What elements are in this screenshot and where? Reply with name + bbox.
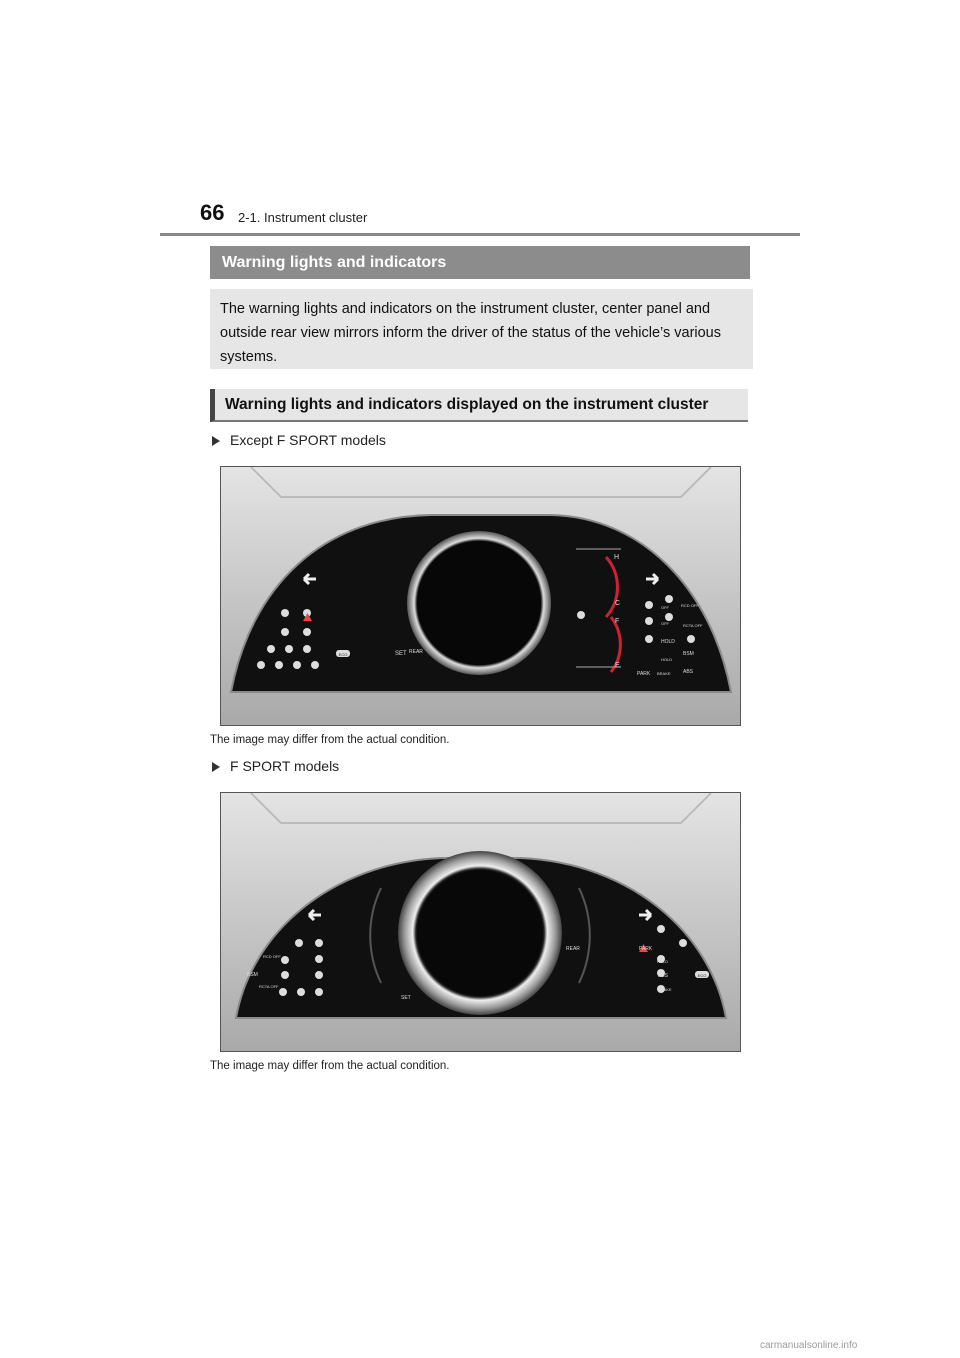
fig1-abs-text: ABS: [683, 669, 694, 675]
fig2-abs-text: ABS: [658, 973, 669, 979]
fig1-set-text: SET: [395, 651, 407, 657]
bullet-triangle-icon: [212, 762, 220, 772]
figure-2-label: [212, 758, 339, 774]
cluster-illustration-standard: [221, 467, 740, 725]
fig2-brake-text: BRAKE: [658, 987, 672, 992]
page-number: 66: [200, 200, 225, 225]
fig1-rear-text: REAR: [409, 649, 423, 655]
fig2-bsm-text: BSM: [247, 972, 258, 978]
fig1-h-text: H: [614, 554, 620, 561]
bullet-triangle-icon: [212, 436, 220, 446]
watermark: carmanualsonline.info: [760, 1340, 858, 1351]
figure-1-label: [212, 432, 386, 448]
figure-1-label-text: Except F SPORT models: [230, 432, 386, 448]
subsection-title: Warning lights and indicators displayed on the instrument cluster: [210, 389, 748, 422]
fig2-rear-text: REAR: [566, 946, 580, 952]
fig1-rcta-off-text: RCTA OFF: [683, 623, 703, 628]
section-label: 2-1. Instrument cluster: [238, 210, 368, 225]
fig2-set-text: SET: [401, 995, 411, 1001]
fig1-park-text: PARK: [637, 671, 651, 677]
fig1-rcd-off-text: RCD OFF: [681, 603, 699, 608]
fig1-c-text: C: [615, 600, 621, 607]
cluster-illustration-fsport: [221, 793, 740, 1051]
instrument-cluster-figure-standard: [220, 466, 741, 726]
header-divider: [160, 233, 800, 236]
fig1-off1-text: OFF: [661, 605, 669, 610]
intro-paragraph: The warning lights and indicators on the instrument cluster, center panel and outside rear view mirrors inform the driver of the status of the vehicle’s various systems.: [210, 289, 753, 369]
fig1-hold-text: HOLD: [661, 639, 675, 645]
instrument-cluster-figure-fsport: [220, 792, 741, 1052]
fig1-bsm-text: BSM: [683, 651, 694, 657]
fig1-brake-text: BRAKE: [657, 671, 671, 676]
fig2-eco-text: ECO: [697, 973, 707, 978]
fig2-rcta-off-text: RCTA OFF: [259, 984, 279, 989]
fig2-rcd-off-text: RCD OFF: [263, 954, 281, 959]
figure-1-caption: The image may differ from the actual condition.: [210, 734, 450, 746]
section-title: Warning lights and indicators: [210, 246, 750, 279]
fig1-hold2-text: HOLD: [661, 657, 673, 662]
fig1-f-text: F: [615, 618, 620, 625]
fig1-eco-text: ECO: [338, 652, 348, 657]
fig2-park-text: PARK: [639, 946, 653, 952]
fig1-e-text: E: [615, 662, 620, 669]
figure-2-caption: The image may differ from the actual condition.: [210, 1060, 450, 1072]
fig2-hold-text: HOLD: [657, 959, 669, 964]
figure-2-label-text: F SPORT models: [230, 758, 340, 774]
fig1-off2-text: OFF: [661, 621, 669, 626]
